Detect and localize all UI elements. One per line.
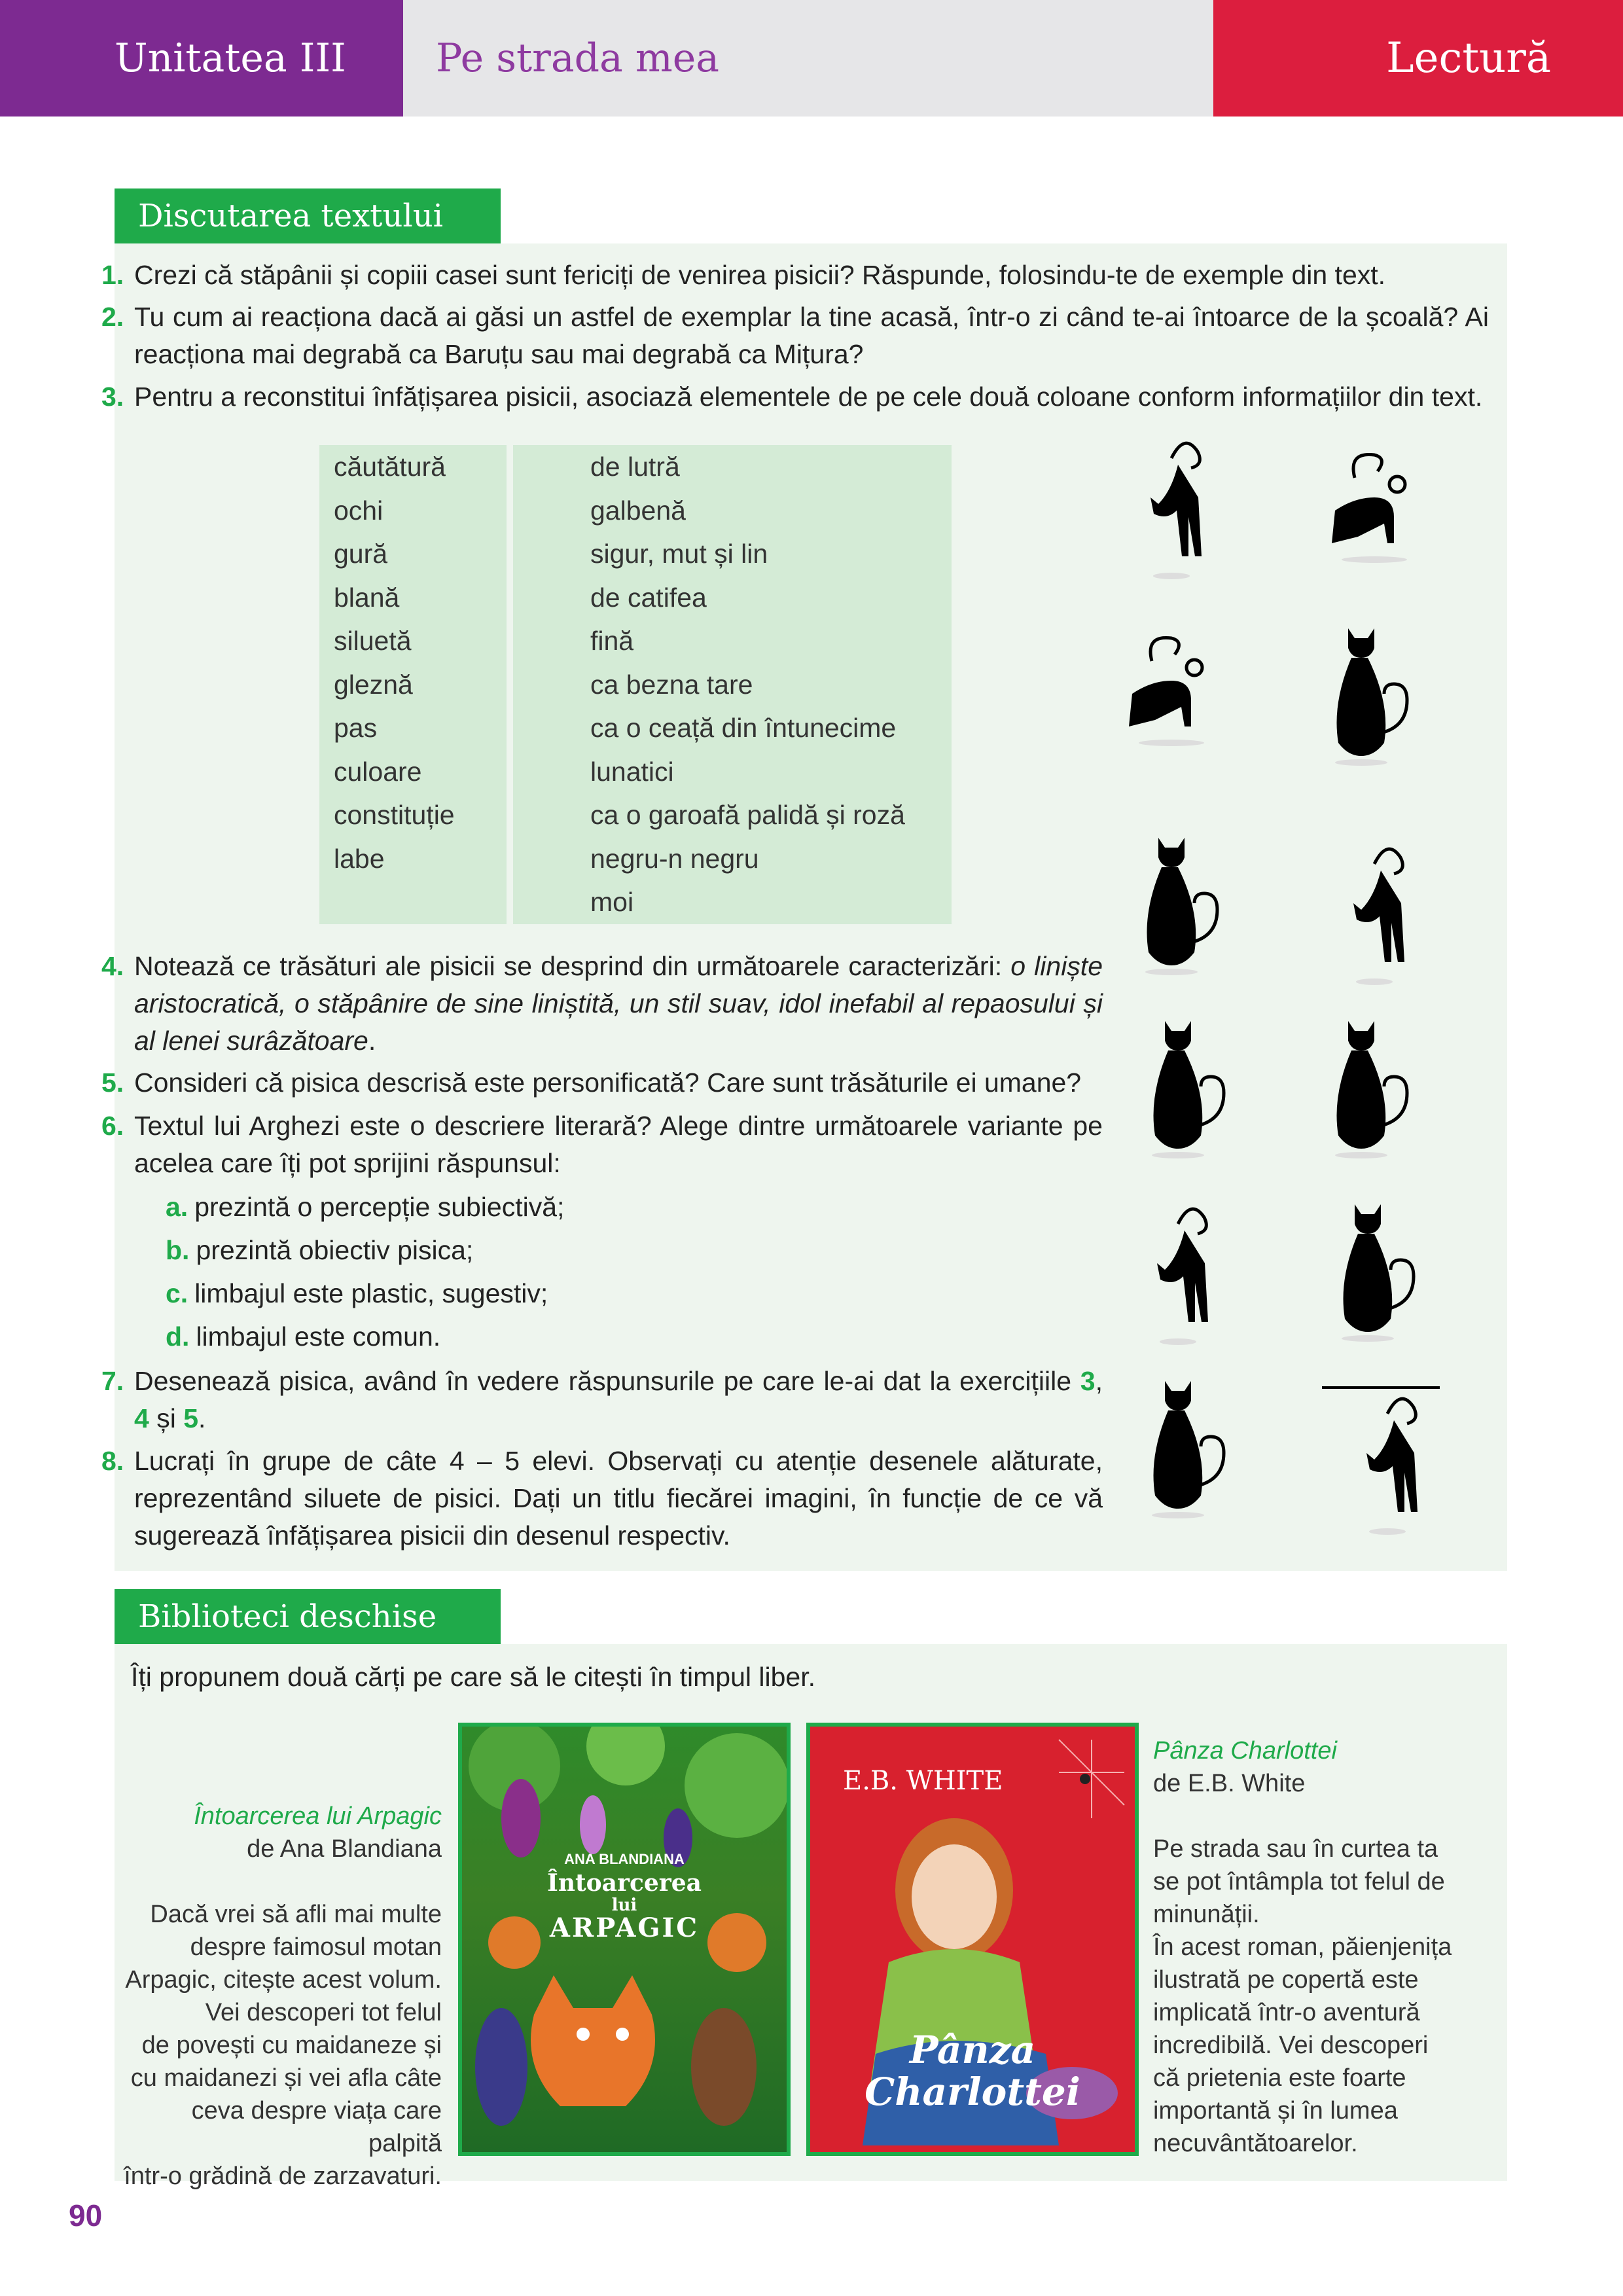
- book1-cover-title3: ARPAGIC: [549, 1912, 700, 1943]
- unit-label: Unitatea III: [115, 35, 346, 81]
- book2-cover-title2: Charlottei: [865, 2070, 1080, 2114]
- question-2: 2. Tu cum ai reacționa dacă ai găsi un astfel de exemplar la tine acasă, într-o zi când te-ai întoarce de la școală? Ai reacționa mai degrabă ca Baruțu sau mai degrabă ca Mițura?: [101, 302, 1489, 369]
- right-column-item: ca o garoafă palidă și roză: [590, 800, 905, 830]
- question-7: 7. Desenează pisica, având în vedere răspunsurile pe care le-ai dat la exercițiile 3, 4 și 5.: [101, 1366, 1103, 1433]
- question-4: 4. Notează ce trăsături ale pisicii se desprind din următoarele caracterizări: o liniște aristocratică, o stăpânire de sine liniștită, un stil suav, idol inefabil al repaosului și al lenei surâzătoare.: [101, 951, 1103, 1056]
- book2-text-line: necuvântătoarelor.: [1153, 2130, 1358, 2157]
- book1-description: [118, 1800, 442, 2193]
- book1-text-line: de povești cu maidaneze și: [141, 2032, 442, 2059]
- option-c: c. limbajul este plastic, sugestiv;: [166, 1278, 548, 1308]
- option-b: b. prezintă obiectiv pisica;: [166, 1235, 474, 1265]
- right-column-item: sigur, mut și lin: [590, 539, 768, 569]
- library-intro: Îți propunem două cărți pe care să le citești în timpul liber.: [131, 1662, 816, 1692]
- right-column-item: negru-n negru: [590, 843, 759, 874]
- option-d: d. limbajul este comun.: [166, 1321, 441, 1352]
- right-column-item: ca o ceață din întunecime: [590, 713, 897, 743]
- book1-text: [118, 1898, 442, 2193]
- left-column-item: constituție: [334, 800, 455, 830]
- left-column-item: căutătură: [334, 452, 446, 482]
- book2-text-line: implicată într-o aventură: [1153, 1999, 1420, 2026]
- discussion-tab: Discutarea textului: [115, 188, 501, 243]
- right-column-item: de lutră: [590, 452, 680, 482]
- book1-text-line: cu maidanezi și vei afla câte: [130, 2064, 442, 2092]
- book1-cover-title1: Întoarcerea: [547, 1869, 702, 1897]
- left-column-item: blană: [334, 582, 400, 613]
- right-column-item: galbenă: [590, 495, 686, 526]
- book1-cover-title2: lui: [611, 1895, 637, 1915]
- option-a: a. prezintă o percepție subiectivă;: [166, 1192, 565, 1222]
- book1-text-line: Vei descoperi tot felul: [205, 1999, 442, 2026]
- book1-text-line: într-o grădină de zarzavaturi.: [124, 2162, 442, 2190]
- header-unit: [0, 0, 403, 117]
- book2-text: [1153, 1833, 1493, 2160]
- book2-text-line: importantă și în lumea: [1153, 2097, 1398, 2125]
- book2-text-line: În acest roman, păienjenița: [1153, 1933, 1452, 1961]
- kind-label: Lectură: [1386, 34, 1551, 82]
- question-1: 1. Crezi că stăpânii și copiii casei sunt fericiți de venirea pisicii? Răspunde, folosindu-te de exemple din text.: [101, 260, 1386, 290]
- book2-author: de E.B. White: [1153, 1770, 1306, 1797]
- book2-cover: [806, 1723, 1139, 2156]
- book1-cover: [458, 1723, 791, 2156]
- left-column-item: gură: [334, 539, 388, 569]
- book2-text-line: ilustrată pe copertă este: [1153, 1966, 1419, 1994]
- left-column-item: ochi: [334, 495, 383, 526]
- book2-text-line: că prietenia este foarte: [1153, 2064, 1406, 2092]
- book2-text-line: Pe strada sau în curtea ta: [1153, 1835, 1438, 1863]
- question-8: 8. Lucrați în grupe de câte 4 – 5 elevi. Observați cu atenție desenele alăturate, reprezentând siluete de pisici. Dați un titlu fiecărei imagini, în funcție de ce vă sugerează înfățișarea pisicii din desenul respectiv.: [101, 1446, 1103, 1551]
- left-column-item: labe: [334, 843, 385, 874]
- topic-label: Pe strada mea: [436, 35, 720, 81]
- book2-text-line: incredibilă. Vei descoperi: [1153, 2032, 1429, 2059]
- right-column-item: lunatici: [590, 756, 674, 787]
- right-column-item: moi: [590, 887, 634, 917]
- book1-title: Întoarcerea lui Arpagic: [194, 1803, 442, 1830]
- left-column-item: siluetă: [334, 626, 412, 656]
- right-column-item: ca bezna tare: [590, 669, 753, 700]
- right-column-item: de catifea: [590, 582, 707, 613]
- left-column-item: culoare: [334, 756, 422, 787]
- book2-description: [1153, 1734, 1493, 2160]
- header-kind: [1213, 0, 1623, 117]
- question-3: 3. Pentru a reconstitui înfățișarea pisicii, asociază elementele de pe cele două coloane conform informațiilor din text.: [101, 382, 1483, 412]
- book1-text-line: ceva despre viața care palpită: [191, 2097, 442, 2157]
- question-5: 5. Consideri că pisica descrisă este personificată? Care sunt trăsăturile ei umane?: [101, 1067, 1082, 1098]
- book2-cover-author: E.B. WHITE: [843, 1766, 1003, 1796]
- book2-text-line: minunății.: [1153, 1901, 1260, 1928]
- book1-text-line: despre faimosul motan: [190, 1933, 442, 1961]
- book2-cover-title1: Pânza: [909, 2028, 1036, 2072]
- question-6: 6. Textul lui Arghezi este o descriere literară? Alege dintre următoarele variante pe acelea care îți pot sprijini răspunsul:: [101, 1111, 1103, 1178]
- header-topic: [403, 0, 1213, 117]
- left-column-item: pas: [334, 713, 378, 743]
- book1-author: de Ana Blandiana: [247, 1835, 442, 1863]
- book2-text-line: se pot întâmpla tot felul de: [1153, 1868, 1445, 1895]
- page-number: 90: [69, 2198, 103, 2233]
- cat-silhouettes: [1113, 425, 1479, 1564]
- book1-text-line: Dacă vrei să afli mai multe: [150, 1901, 442, 1928]
- library-tab: Biblioteci deschise: [115, 1589, 501, 1644]
- left-column-item: gleznă: [334, 669, 413, 700]
- book2-title: Pânza Charlottei: [1153, 1737, 1337, 1765]
- right-column-item: fină: [590, 626, 634, 656]
- book1-text-line: Arpagic, citește acest volum.: [125, 1966, 442, 1994]
- book1-cover-author: ANA BLANDIANA: [564, 1851, 685, 1867]
